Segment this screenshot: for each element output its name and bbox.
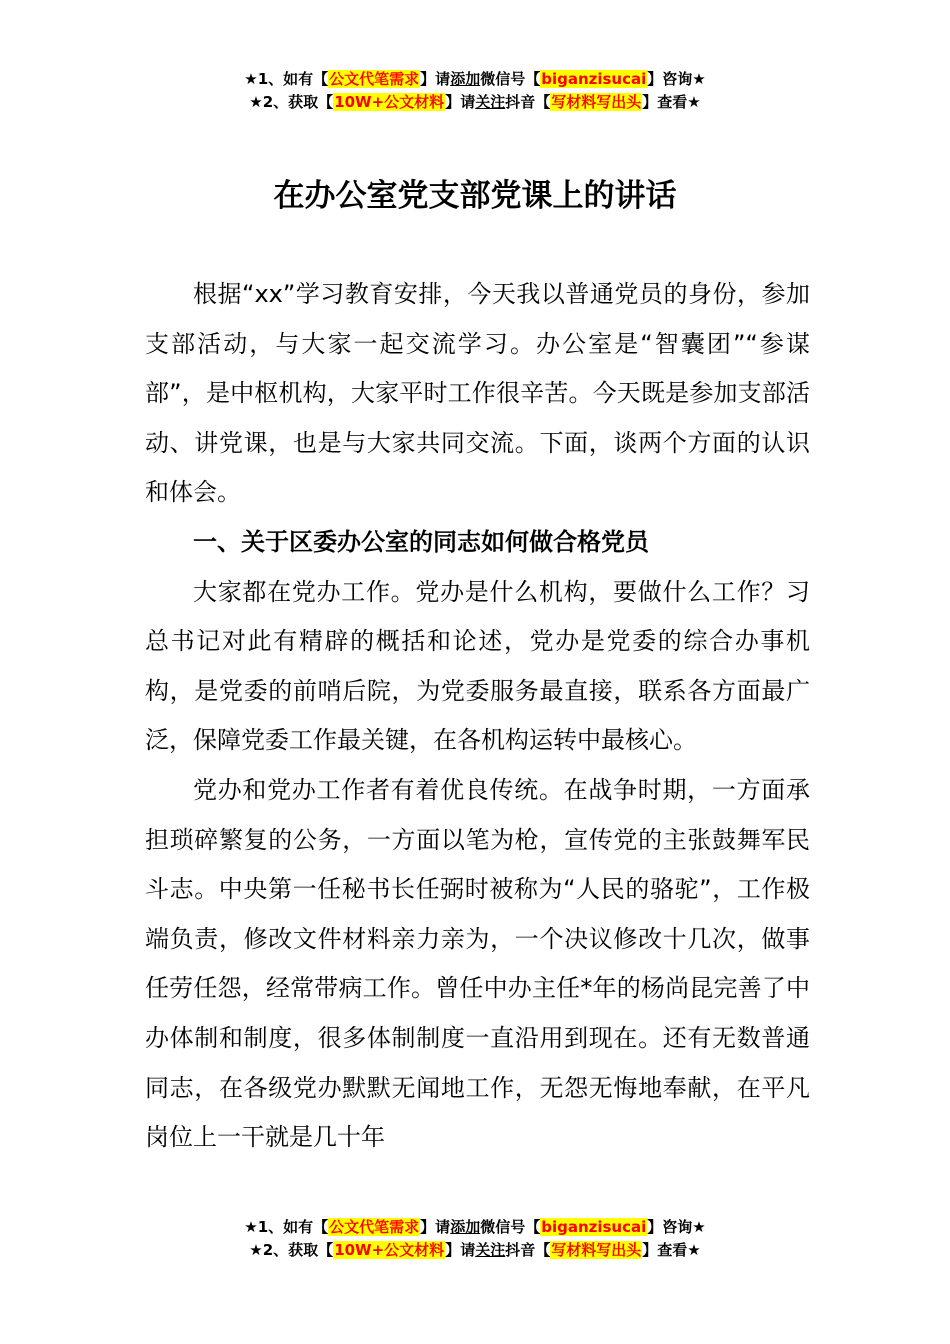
highlight-text: 公文代笔需求 — [329, 1218, 420, 1236]
wechat-id: biganzisucai — [541, 1218, 647, 1236]
paragraph-body: 党办和党办工作者有着优良传统。在战争时期，一方面承担琐碎繁复的公务，一方面以笔为枪，宣传党的主张鼓舞军民斗志。中央第一任秘书长任弼时被称为“人民的骆驼”，工作极端负责，修改文件材料亲力亲为，一个决议修改十几次，做事任劳任怨，经常带病工作。曾任中办主任*年的杨尚昆完善了中办体制和制度，很多体制制度一直沿用到现在。还有无数普通同志，在各级党办默默无闻地工作，无怨无悔地奉献，在平凡岗位上一干就是几十年 — [145, 775, 810, 1152]
underlined-text: 添加 — [450, 1218, 481, 1236]
underlined-text: 关注 — [475, 1241, 506, 1259]
wechat-id: biganzisucai — [541, 70, 647, 88]
underlined-text: 添加 — [450, 70, 481, 88]
paragraph-body: 大家都在党办工作。党办是什么机构，要做什么工作？习总书记对此有精辟的概括和论述，党办是党委的综合办事机构，是党委的前哨后院，为党委服务最直接，联系各方面最广泛，保障党委工作最关键，在各机构运转中最核心。 — [145, 577, 810, 755]
banner-line-1: ★1、如有【公文代笔需求】请添加微信号【biganzisucai】咨询★ — [244, 70, 706, 88]
section-heading: 一、关于区委办公室的同志如何做合格党员 — [193, 527, 649, 556]
header-banner — [0, 68, 950, 114]
douyin-account: 写材料写出头 — [551, 1241, 642, 1259]
document-body — [145, 270, 810, 1163]
document-title: 在办公室党支部党课上的讲话 — [273, 178, 677, 214]
highlight-text: 10W+公文材料 — [334, 93, 445, 111]
highlight-text: 10W+公文材料 — [334, 1241, 445, 1259]
footer-banner — [0, 1216, 950, 1262]
underlined-text: 关注 — [475, 93, 506, 111]
highlight-text: 公文代笔需求 — [329, 70, 420, 88]
paragraph-intro: 根据“xx”学习教育安排，今天我以普通党员的身份，参加支部活动，与大家一起交流学习。办公室是“智囊团”“参谋部”，是中枢机构，大家平时工作很辛苦。今天既是参加支部活动、讲党课，也是与大家共同交流。下面，谈两个方面的认识和体会。 — [145, 280, 810, 507]
banner-line-2: ★2、获取【10W+公文材料】请关注抖音【写材料写出头】查看★ — [249, 93, 701, 111]
banner-line-1: ★1、如有【公文代笔需求】请添加微信号【biganzisucai】咨询★ — [244, 1218, 706, 1236]
banner-line-2: ★2、获取【10W+公文材料】请关注抖音【写材料写出头】查看★ — [249, 1241, 701, 1259]
douyin-account: 写材料写出头 — [551, 93, 642, 111]
